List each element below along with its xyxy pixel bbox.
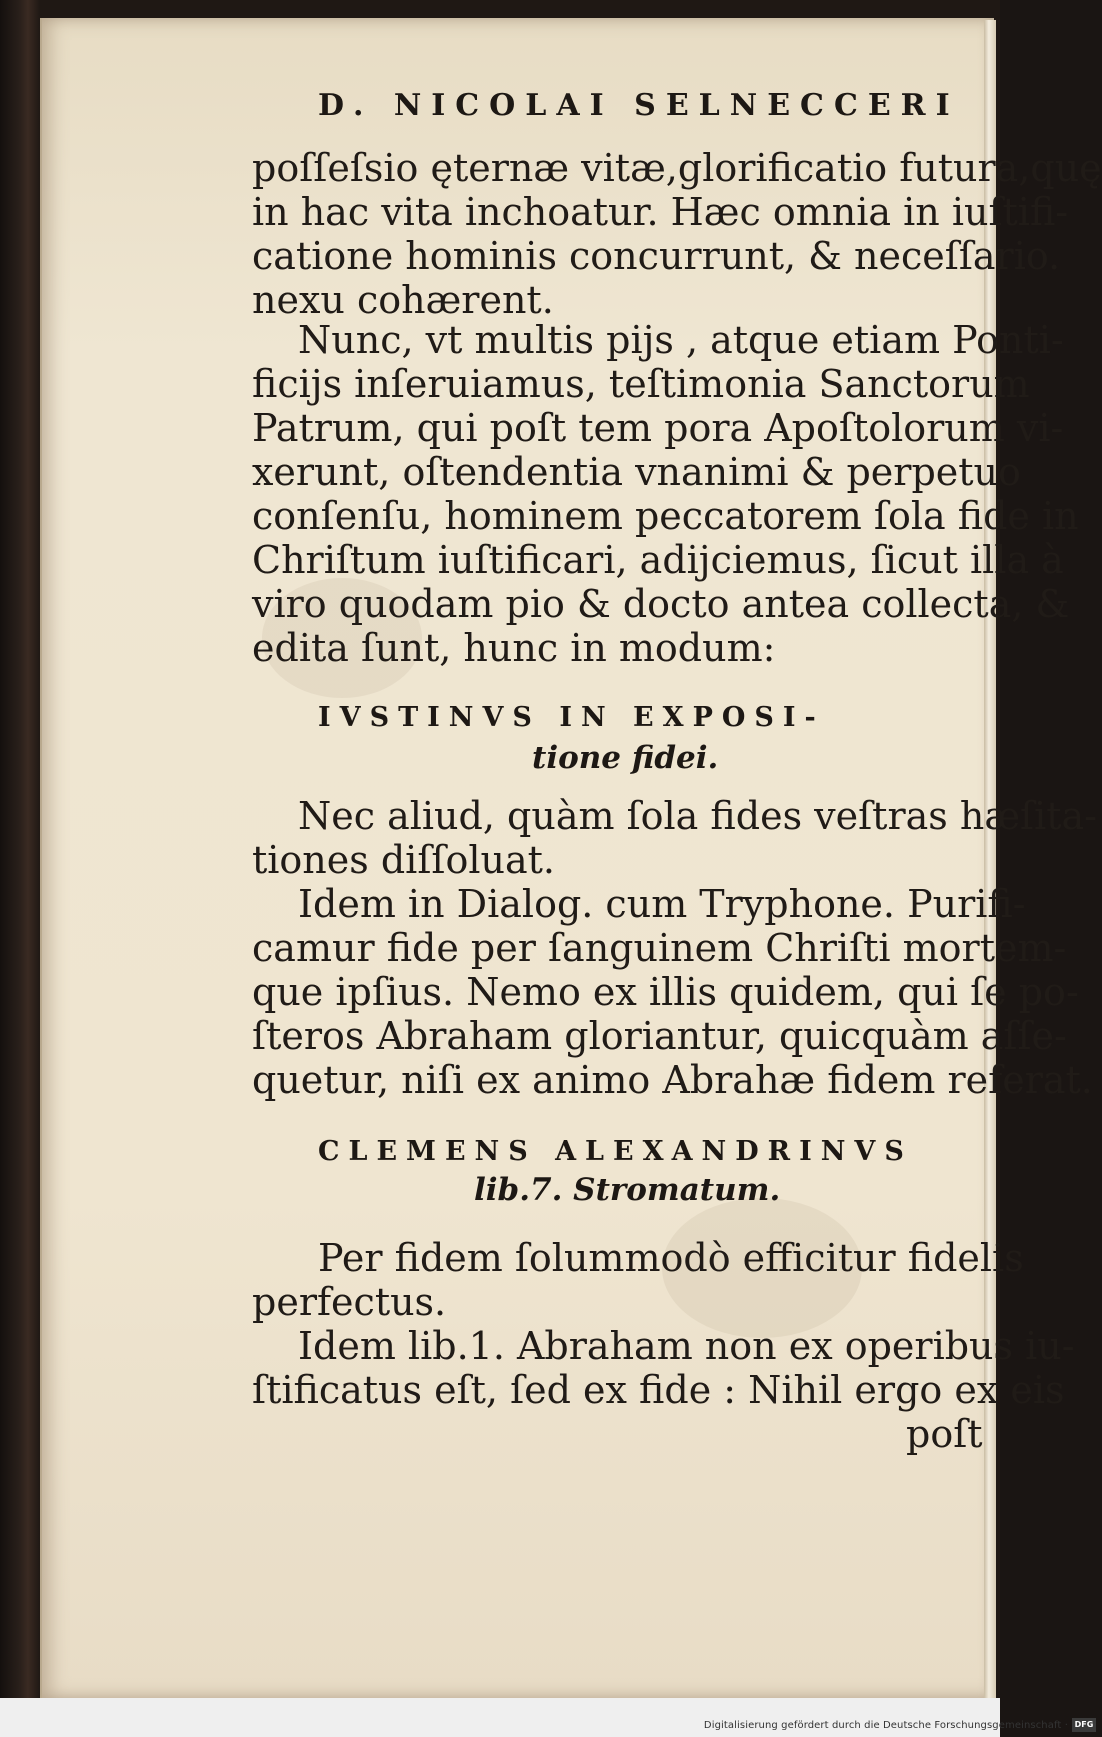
footer-band — [0, 1698, 1000, 1737]
text-line: viro quodam pio & docto antea collecta, & — [252, 582, 1070, 626]
section-subheading: tione fidei. — [532, 740, 719, 776]
text-line: perfectus. — [252, 1280, 447, 1324]
section-subheading: lib.7. Stromatum. — [474, 1172, 781, 1208]
text-line: camur fide per ſanguinem Chriſti mortem- — [252, 926, 1067, 970]
dfg-logo: DFG — [1072, 1718, 1096, 1732]
text-line: Patrum, qui poſt tem pora Apoſtolorum vi- — [252, 406, 1064, 450]
text-line: Idem in Dialog. cum Tryphone. Purifi- — [298, 882, 1026, 926]
digitization-credit: Digitalisierung gefördert durch die Deutsche Forschungsgemeinschaft · — [703, 1720, 1068, 1731]
text-line: poſſeſsio ęternæ vitæ,glorificatio futura,quę — [252, 146, 1102, 190]
text-line: ſtificatus eſt, ſed ex fide : Nihil ergo ex eis — [252, 1368, 1065, 1412]
text-line: Chriſtum iuſtificari, adijciemus, ſicut illa à — [252, 538, 1064, 582]
text-line: edita ſunt, hunc in modum: — [252, 626, 776, 670]
running-head: D. NICOLAI SELNECCERI — [318, 88, 960, 123]
text-line: quetur, niſi ex animo Abrahæ fidem referat. — [252, 1058, 1093, 1102]
text-line: conſenſu, hominem peccatorem ſola fide in — [252, 494, 1079, 538]
text-line: in hac vita inchoatur. Hæc omnia in iuſtifi- — [252, 190, 1069, 234]
text-line: ficijs inſeruiamus, teſtimonia Sanctorum — [252, 362, 1030, 406]
text-line: xerunt, oſtendentia vnanimi & perpetuo — [252, 450, 1021, 494]
text-line: nexu cohærent. — [252, 278, 554, 322]
section-heading: CLEMENS ALEXANDRINVS — [318, 1136, 913, 1167]
text-line: Idem lib.1. Abraham non ex operibus iu- — [298, 1324, 1075, 1368]
text-line: Nunc, vt multis pijs , atque etiam Ponti- — [298, 318, 1064, 362]
text-line: que ipſius. Nemo ex illis quidem, qui ſe po- — [252, 970, 1079, 1014]
text-line: catione hominis concurrunt, & neceſſario. — [252, 234, 1061, 278]
section-heading: IVSTINVS IN EXPOSI- — [318, 702, 825, 733]
text-line: ſteros Abraham gloriantur, quicquàm aſſe- — [252, 1014, 1067, 1058]
catchword: poſt — [906, 1412, 983, 1456]
text-line: Nec aliud, quàm ſola fides veſtras hæſita- — [298, 794, 1098, 838]
text-line: tiones diſſoluat. — [252, 838, 555, 882]
text-line: Per fidem ſolummodò efficitur fidelis — [318, 1236, 1024, 1280]
